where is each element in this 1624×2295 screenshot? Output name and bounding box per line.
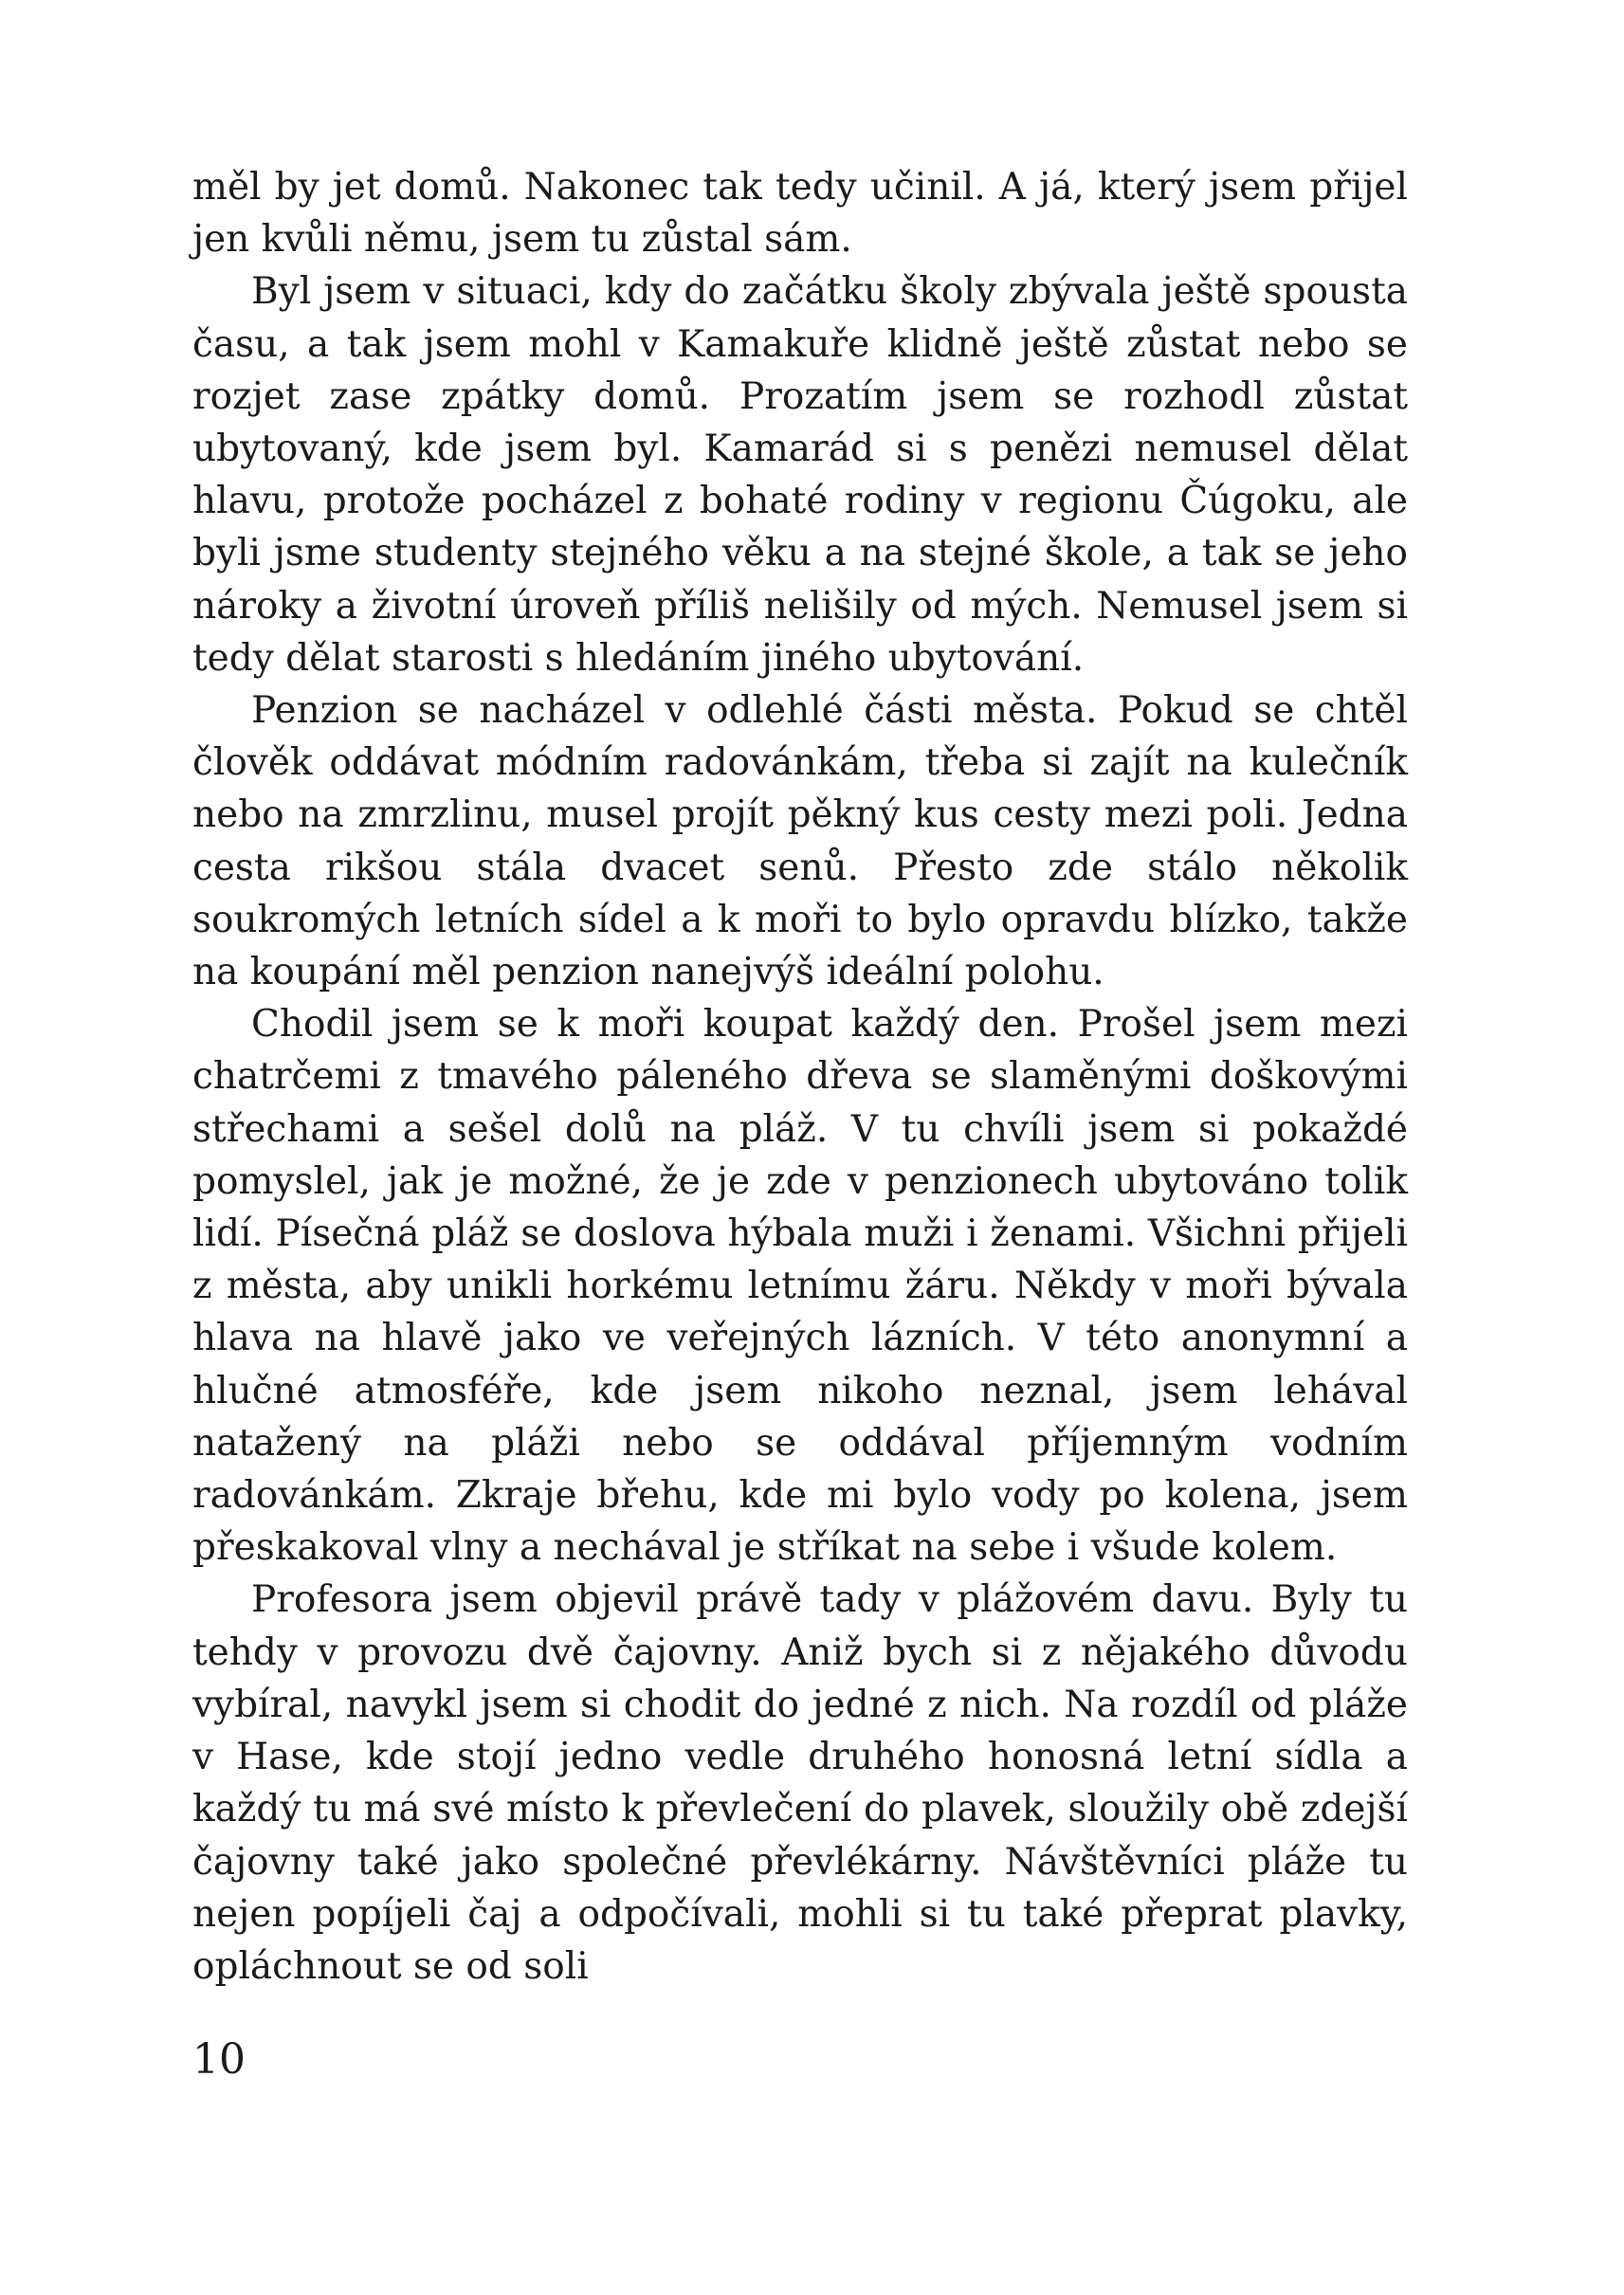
paragraph-3: Penzion se nacházel v odlehlé části města. Pokud se chtěl člověk oddávat módním radovánkám, třeba si zajít na kulečník nebo na zmrzlinu, musel projít pěkný kus cesty mezi poli. Jedna cesta rikšou stála dvacet senů. Přesto zde stálo několik soukromých letních sídel a k moři to bylo opravdu blízko, takže na koupání měl penzion nanejvýš ideální polohu.: [192, 689, 1408, 994]
paragraph-1: měl by jet domů. Nakonec tak tedy učinil. A já, který jsem přijel jen kvůli němu, jsem tu zůstal sám.: [192, 166, 1408, 262]
body-text: [192, 161, 1408, 1993]
paragraph-5: Profesora jsem objevil právě tady v plážovém davu. Byly tu tehdy v provozu dvě čajovny. Aniž bych si z nějakého důvodu vybíral, navykl jsem si chodit do jedné z nich. Na rozdíl od pláže v Hase, kde stojí jedno vedle druhého honosná letní sídla a každý tu má své místo k převlečení do plavek, sloužily obě zdejší čajovny také jako společné převlékárny. Návštěvníci pláže tu nejen popíjeli čaj a odpočívali, mohli si tu také přeprat plavky, opláchnout se od soli: [192, 1578, 1408, 1988]
page-number: 10: [192, 2035, 246, 2084]
paragraph-4: Chodil jsem se k moři koupat každý den. Prošel jsem mezi chatrčemi z tmavého páleného dřeva se slaměnými doškovými střechami a sešel dolů na pláž. V tu chvíli jsem si pokaždé pomyslel, jak je možné, že je zde v penzionech ubytováno tolik lidí. Písečná pláž se doslova hýbala muži i ženami. Všichni přijeli z města, aby unikli horkému letnímu žáru. Někdy v moři bývala hlava na hlavě jako ve veřejných lázních. V této anonymní a hlučné atmosféře, kde jsem nikoho neznal, jsem lehával natažený na pláži nebo se oddával příjemným vodním radovánkám. Zkraje břehu, kde mi bylo vody po kolena, jsem přeskakoval vlny a nechával je stříkat na sebe i všude kolem.: [192, 1003, 1408, 1570]
paragraph-2: Byl jsem v situaci, kdy do začátku školy zbývala ještě spousta času, a tak jsem mohl v Kamakuře klidně ještě zůstat nebo se rozjet zase zpátky domů. Prozatím jsem se rozhodl zůstat ubytovaný, kde jsem byl. Kamarád si s penězi nemusel dělat hlavu, protože pocházel z bohaté rodiny v regionu Čúgoku, ale byli jsme studenty stejného věku a na stejné škole, a tak se jeho nároky a životní úroveň příliš nelišily od mých. Nemusel jsem si tedy dělat starosti s hledáním jiného ubytování.: [192, 270, 1408, 680]
